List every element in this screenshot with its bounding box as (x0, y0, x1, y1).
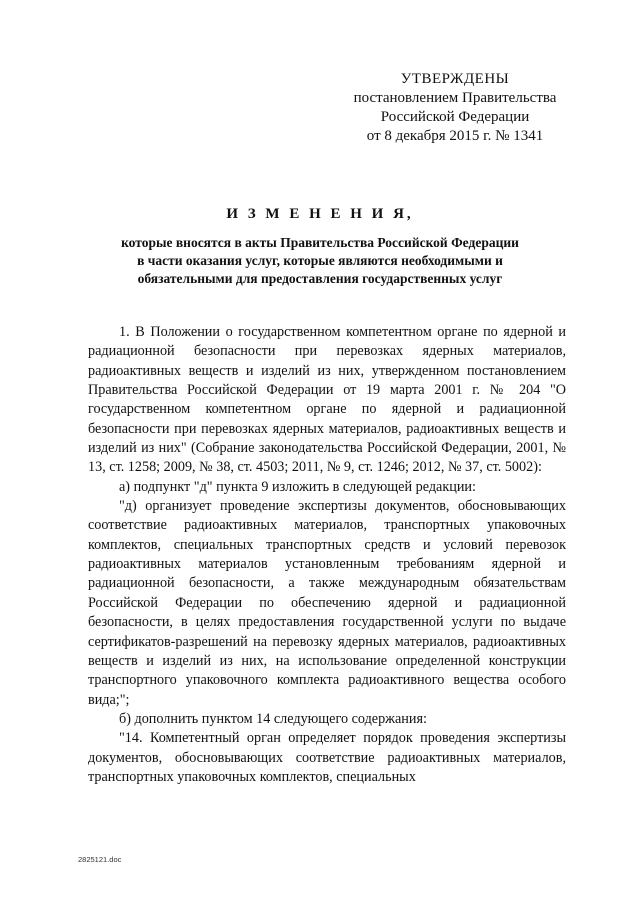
approval-heading: УТВЕРЖДЕНЫ (400, 71, 510, 87)
paragraph-5: "14. Компетентный орган определяет порядок проведения экспертизы документов, обосновывающих соответствие радиоактивных материалов, транспортных упаковочных комплектов, специальных (88, 730, 566, 785)
paragraph-4: б) дополнить пунктом 14 следующего содержания: (119, 710, 427, 727)
subtitle-line-1: которые вносятся в акты Правительства Российской Федерации (121, 235, 519, 250)
document-file-id: 2825121.doc (78, 855, 122, 864)
paragraph-2: а) подпункт "д" пункта 9 изложить в следующей редакции: (119, 478, 476, 495)
paragraph-3: "д) организует проведение экспертизы документов, обосновывающих соответствие радиоактивных материалов, транспортных упаковочных комплектов, специальных транспортных средств и условий перевозок радиоактивных материалов установленным требованиям ядерной и радиационной безопасности, а также международным обязательствам Российской Федерации по обеспечению ядерной и радиационной безопасности, в целях предоставления государственной услуги по выдаче сертификатов-разрешений на перевозку ядерных материалов, радиоактивных веществ и изделий из них, на использование определенной конструкции транспортного упаковочного комплекта радиоактивного вещества особого вида;"; (88, 498, 566, 708)
approval-line-2: Российской Федерации (380, 109, 530, 125)
document-title: И З М Е Н Е Н И Я, (226, 206, 414, 222)
approval-line-3: от 8 декабря 2015 г. № 1341 (366, 128, 544, 144)
approval-block (330, 70, 580, 146)
document-body (88, 323, 566, 787)
subtitle-line-3: обязательными для предоставления государственных услуг (137, 271, 503, 286)
document-subtitle (90, 234, 550, 288)
approval-line-1: постановлением Правительства (353, 90, 557, 106)
subtitle-line-2: в части оказания услуг, которые являются необходимыми и (137, 253, 503, 268)
paragraph-1: 1. В Положении о государственном компетентном органе по ядерной и радиационной безопасности при перевозках ядерных материалов, радиоактивных веществ и изделий из них, утвержденном постановлением Правительства Российской Федерации от 19 марта 2001 г. № 204 "О государственном компетентном органе по ядерной и радиационной безопасности при перевозках ядерных материалов, радиоактивных веществ и изделий из них" (Собрание законодательства Российской Федерации, 2001, № 13, ст. 1258; 2009, № 38, ст. 4503; 2011, № 9, ст. 1246; 2012, № 37, ст. 5002): (88, 324, 566, 476)
